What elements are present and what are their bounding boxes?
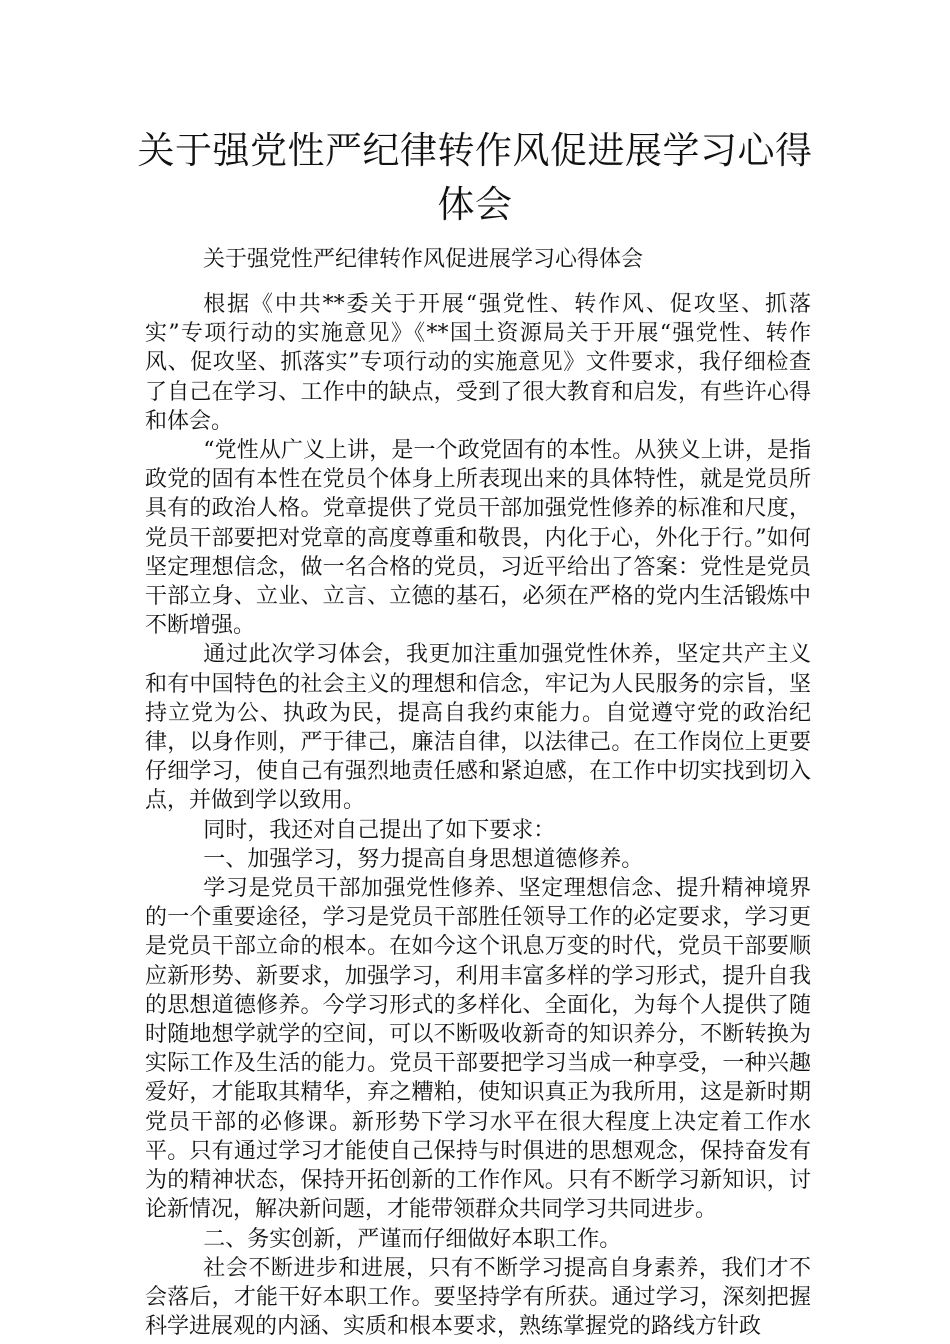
paragraph-party-spirit: “党性从广义上讲，是一个政党固有的本性。从狭义上讲，是指政党的固有本性在党员个体身上所表现出来的具体特性，就是党员所具有的政治人格。党章提供了党员干部加强党性修养的标准和尺度，党员干部要把对党章的高度尊重和敬畏，内化于心，外化于行。”如何坚定理想信念，做一名合格的党员，习近平给出了答案：党性是党员干部立身、立业、立言、立德的基石，必须在严格的党内生活锻炼中不断增强。 [145,438,811,639]
paragraph-study-experience: 通过此次学习体会，我更加注重加强党性休养，坚定共产主义和有中国特色的社会主义的理想和信念，牢记为人民服务的宗旨，坚持立党为公、执政为民，提高自我约束能力。自觉遵守党的政治纪律，以身作则，严于律己，廉洁自律，以法律己。在工作岗位上更要仔细学习，使自己有强烈地责任感和紧迫感，在工作中切实找到切入点，并做到学以致用。 [145,642,811,814]
paragraph-innovation: 社会不断进步和进展，只有不断学习提高自身素养，我们才不会落后，才能干好本职工作。要坚持学有所获。通过学习，深刻把握科学进展观的内涵、实质和根本要求，熟练掌握党的路线方针政 [145,1255,811,1340]
document-body [145,290,811,1341]
document-subtitle: 关于强党性严纪律转作风促进展学习心得体会 [203,247,644,272]
section-heading-one: 一、加强学习，努力提高自身思想道德修养。 [203,846,644,872]
document-title: 关于强党性严纪律转作风促进展学习心得体会 [137,129,813,226]
section-heading-two: 二、务实创新，严谨而仔细做好本职工作。 [203,1226,622,1252]
paragraph-requirements-intro: 同时，我还对自己提出了如下要求： [203,817,556,843]
paragraph-intro: 根据《中共**委关于开展“强党性、转作风、促攻坚、抓落实”专项行动的实施意见》《**国土资源局关于开展“强党性、转作风、促攻坚、抓落实”专项行动的实施意见》文件要求，我仔细检查了自己在学习、工作中的缺点，受到了很大教育和启发，有些许心得和体会。 [145,292,811,434]
paragraph-learning: 学习是党员干部加强党性修养、坚定理想信念、提升精神境界的一个重要途径，学习是党员干部胜任领导工作的必定要求，学习更是党员干部立命的根本。在如今这个讯息万变的时代，党员干部要顺应新形势、新要求，加强学习，利用丰富多样的学习形式，提升自我的思想道德修养。今学习形式的多样化、全面化，为每个人提供了随时随地想学就学的空间，可以不断吸收新奇的知识养分，不断转换为实际工作及生活的能力。党员干部要把学习当成一种享受，一种兴趣爱好，才能取其精华，弃之糟粕，使知识真正为我所用，这是新时期党员干部的必修课。新形势下学习水平在很大程度上决定着工作水平。只有通过学习才能使自己保持与时俱进的思想观念，保持奋发有为的精神状态，保持开拓创新的工作作风。只有不断学习新知识，讨论新情况，解决新问题，才能带领群众共同学习共同进步。 [145,876,811,1223]
